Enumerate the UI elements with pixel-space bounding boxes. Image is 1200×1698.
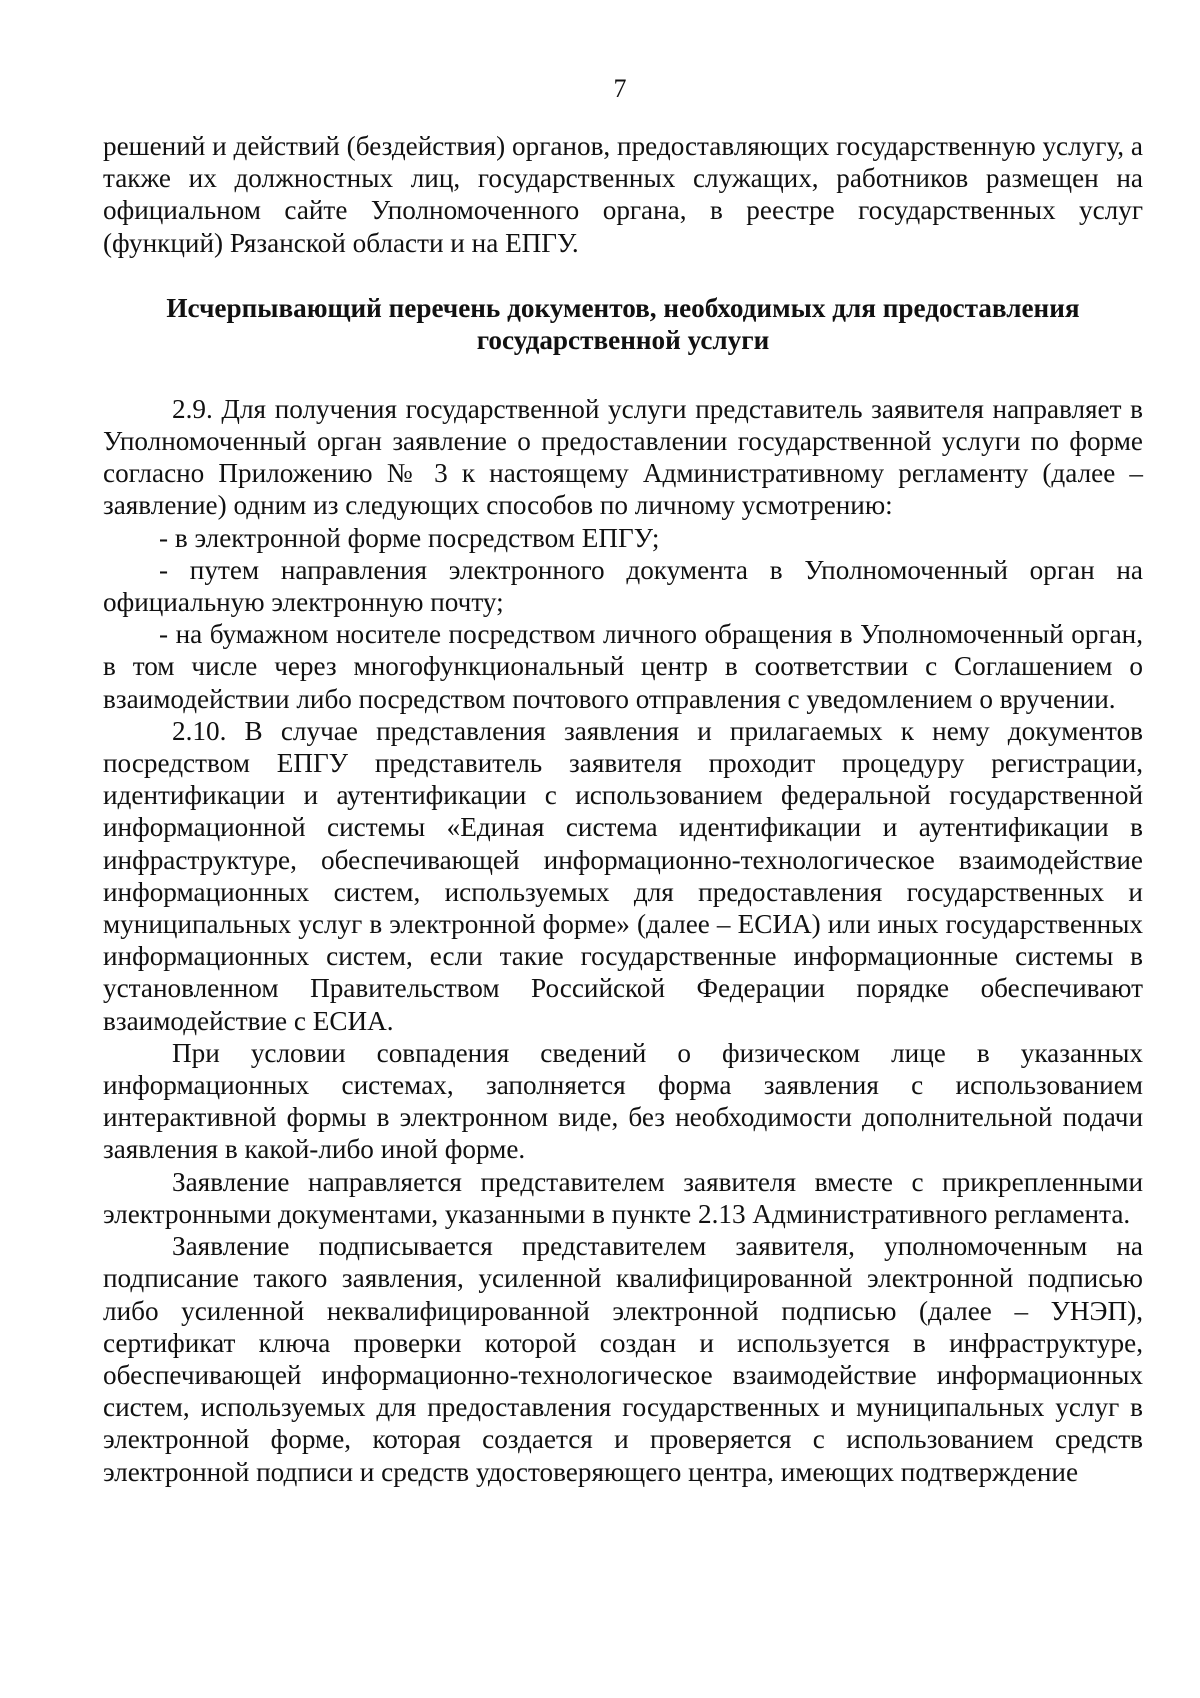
paragraph-condition: При условии совпадения сведений о физическом лице в указанных информационных системах, заполняется форма заявления с использованием интерактивной формы в электронном виде, без необходимости дополнительной подачи заявления в какой-либо иной форме.: [103, 1037, 1143, 1165]
list-item-paper: - на бумажном носителе посредством личного обращения в Уполномоченный орган, в том числе через многофункциональный центр в соответствии с Соглашением о взаимодействии либо посредством почтового отправления с уведомлением о вручении.: [103, 619, 1143, 714]
intro-paragraph: решений и действий (бездействия) органов, предоставляющих государственную услугу, а также их должностных лиц, государственных служащих, работников размещен на официальном сайте Уполномоченного органа, в реестре государственных услуг (функций) Рязанской области и на ЕПГУ.: [103, 131, 1143, 258]
paragraph-2-10: 2.10. В случае представления заявления и прилагаемых к нему документов посредством ЕПГУ представитель заявителя проходит процедуру регистрации, идентификации и аутентификации с использованием федеральной государственной информационной системы «Единая система идентификации и аутентификации в инфраструктуре, обеспечивающей информационно-технологическое взаимодействие информационных систем, используемых для предоставления государственных и муниципальных услуг в электронной форме» (далее – ЕСИА) или иных государственных информационных систем, если такие государственные информационные системы в установленном Правительством Российской Федерации порядке обеспечивают взаимодействие с ЕСИА.: [103, 715, 1143, 1036]
list-item-email: - путем направления электронного документа в Уполномоченный орган на официальную электронную почту;: [103, 554, 1143, 618]
list-item-epgu: - в электронной форме посредством ЕПГУ;: [159, 522, 660, 553]
page-number: 7: [613, 74, 627, 103]
paragraph-sent: Заявление направляется представителем заявителя вместе с прикрепленными электронными документами, указанными в пункте 2.13 Административного регламента.: [103, 1166, 1143, 1229]
paragraph-signed: Заявление подписывается представителем заявителя, уполномоченным на подписание такого заявления, усиленной квалифицированной электронной подписью либо усиленной неквалифицированной электронной подписью (далее – УНЭП), сертификат ключа проверки которой создан и используется в инфраструктуре, обеспечивающей информационно-технологическое взаимодействие информационных систем, используемых для предоставления государственных и муниципальных услуг в электронной форме, которая создается и проверяется с использованием средств электронной подписи и средств удостоверяющего центра, имеющих подтверждение: [103, 1231, 1143, 1487]
paragraph-2-9: 2.9. Для получения государственной услуги представитель заявителя направляет в Уполномоченный орган заявление о предоставлении государственной услуги по форме согласно Приложению № 3 к настоящему Административному регламенту (далее – заявление) одним из следующих способов по личному усмотрению:: [103, 393, 1143, 521]
section-heading: Исчерпывающий перечень документов, необходимых для предоставления государственной услуги: [166, 292, 1080, 355]
document-body: [103, 130, 1143, 1488]
